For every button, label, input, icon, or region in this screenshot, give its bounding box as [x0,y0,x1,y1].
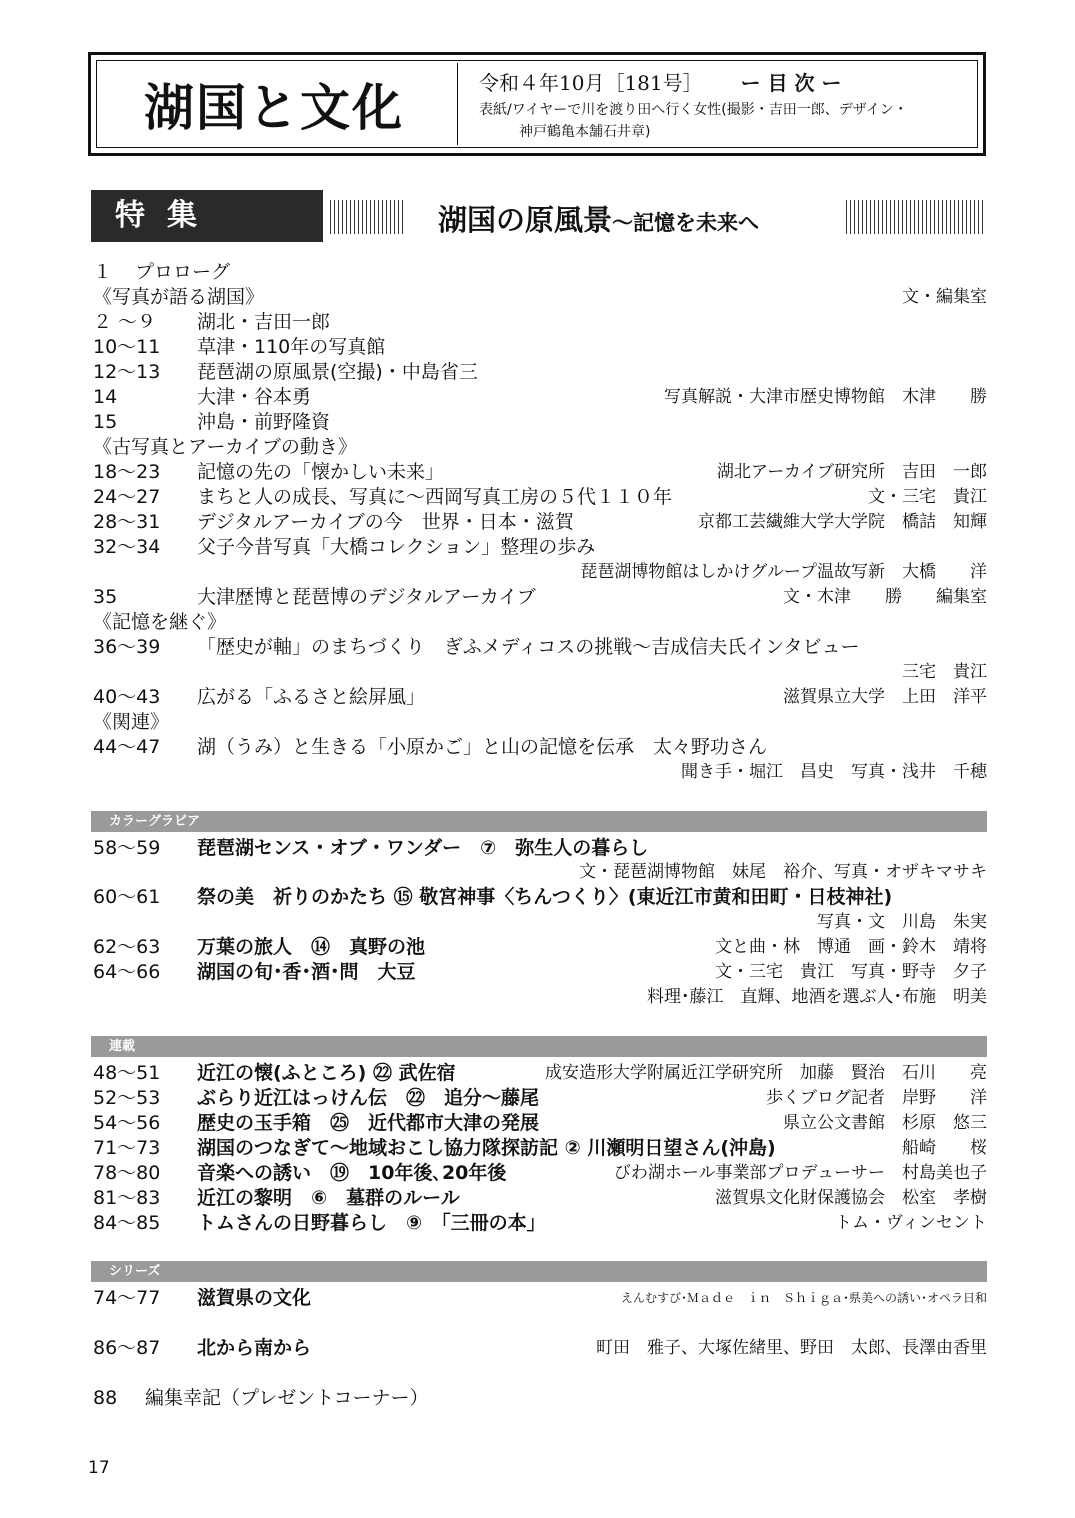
entry-page: 62～63 [93,936,161,958]
entry-page: 32～34 [93,536,161,558]
entry-author: えんむすび･Ｍａｄｅ ｉｎ Ｓｈｉｇａ･県美への誘い･オペラ日和 [620,1291,987,1305]
entry-author: 文・編集室 [902,287,987,307]
entry-author: 湖北アーカイブ研究所 吉田 一郎 [716,462,987,482]
entry-page: 10～11 [93,336,161,358]
entry-title: 広がる「ふるさと絵屏風」 [197,686,426,708]
entry-page: 88 [93,1387,118,1409]
entry-title: ぶらり近江はっけん伝 ㉒ 追分～藤尾 [197,1087,540,1109]
entry-author: 町田 雅子、大塚佐緒里、野田 太郎、長澤由香里 [596,1338,987,1358]
cover-credit-1: 表紙/ワイヤーで川を渡り田へ行く女性(撮影・吉田一郎、デザイン・ [479,102,908,118]
entry-title: 大津歴博と琵琶博のデジタルアーカイブ [197,586,536,608]
toc-entry [93,335,987,359]
closing-title-wrap [145,1386,429,1410]
entry-author: 成安造形大学附属近江学研究所 加藤 賢治 石川 亮 [545,1063,987,1083]
entry-page: 64～66 [93,961,161,983]
entry-title: 祭の美 祈りのかたち ⑮ 敬宮神事〈ちんつくり〉(東近江市黄和田町・日枝神社) [197,886,893,908]
toc-entry [93,585,987,609]
toc-entry [93,410,987,434]
entry-page: 86～87 [93,1337,161,1359]
hatch-decoration-right [846,200,986,234]
entry-page: 71～73 [93,1137,161,1159]
subhead-title: 《写真が語る湖国》 [93,286,265,308]
toc-entry [93,310,987,334]
entry-title: 湖（うみ）と生きる「小原かご」と山の記憶を伝承 太々野功さん [197,736,768,758]
magazine-logo: 湖国と文化 [144,78,404,137]
entry-title: 琵琶湖センス・オブ・ワンダー ⑦ 弥生人の暮らし [197,837,649,859]
entry-author: びわ湖ホール事業部プロデューサー 村島美也子 [613,1163,987,1183]
entry-title: 近江の黎明 ⑥ 墓群のルール [197,1187,460,1209]
toc-entry [93,535,987,559]
entry-title: 大津・谷本勇 [197,386,312,408]
toc-subhead [93,610,987,634]
entry-title: 沖島・前野隆資 [197,411,331,433]
entry-title: 記憶の先の「懐かしい未来」 [197,461,445,483]
toc-entry [93,635,987,659]
entry-page: 48～51 [93,1062,161,1084]
entry-page: 52～53 [93,1087,161,1109]
toc-entry [93,885,987,909]
entry-author: トム・ヴィンセント [835,1213,987,1233]
entry-page: 54～56 [93,1112,161,1134]
entry-title: 琵琶湖の原風景(空撮)・中島省三 [197,361,478,383]
entry-author: 文・木津 勝 編集室 [783,587,987,607]
feature-label: 特集 [91,190,323,242]
entry-page: 28～31 [93,511,161,533]
entry-author: 滋賀県文化財保護協会 松室 孝樹 [715,1188,987,1208]
toc-entry [93,1111,987,1135]
entry-title: 音楽への誘い ⑲ 10年後､20年後 [197,1162,507,1184]
entry-title: 歴史の玉手箱 ㉕ 近代都市大津の発展 [197,1112,540,1134]
entry-page: 78～80 [93,1162,161,1184]
entry-author: 文・三宅 貴江 [868,487,987,507]
masthead-frame [88,52,986,156]
entry-page: 35 [93,586,118,608]
entry-title: 近江の懐(ふところ) ㉒ 武佐宿 [197,1062,456,1084]
entry-author: 県立公文書館 杉原 悠三 [783,1113,987,1133]
entry-author: 文と曲・林 博通 画・鈴木 靖将 [715,937,987,957]
cover-credit-2: 神戸鶴亀本舗石井章) [519,124,651,140]
entry-page: 81～83 [93,1187,161,1209]
issue-line [479,67,842,96]
toc-entry [93,1286,987,1310]
entry-author: 船崎 桜 [902,1138,987,1158]
toc-entry [93,260,987,284]
subhead-title: 《古写真とアーカイブの動き》 [93,436,357,458]
hatch-decoration-left [330,200,406,234]
entry-page: 74～77 [93,1287,161,1309]
toc-entry [93,836,987,860]
toc-entry [93,1336,987,1360]
section-bar-series: シリーズ [91,1261,987,1282]
subhead-title: 《記憶を継ぐ》 [93,611,227,633]
toc-entry [93,510,987,534]
page-number: 17 [88,1458,110,1478]
entry-page: 24～27 [93,486,161,508]
entry-page: １ [93,261,113,283]
entry-author: 歩くブログ記者 岸野 洋 [766,1088,987,1108]
entry-title: 滋賀県の文化 [197,1287,312,1309]
entry-page: 40～43 [93,686,161,708]
entry-author: 三宅 貴江 [902,662,987,682]
toc-label: ー 目 次 ー [740,71,842,95]
section-bar-serial: 連載 [91,1036,987,1057]
entry-title: デジタルアーカイブの今 世界・日本・滋賀 [197,511,574,533]
entry-page: 44～47 [93,736,161,758]
entry-title: 湖国の旬･香･酒･問 大豆 [197,961,416,983]
toc-entry [93,685,987,709]
toc-entry [93,460,987,484]
section-bar-color: カラーグラビア [91,811,987,832]
entry-author: 文・三宅 貴江 写真・野寺 夕子 [715,962,987,982]
toc-entry [93,1086,987,1110]
entry-page: 18～23 [93,461,161,483]
entry-title: 「歴史が軸」のまちづくり ぎふメディコスの挑戦～吉成信夫氏インタビュー [197,636,860,658]
entry-author: 文・琵琶湖博物館 妹尾 裕介、写真・オザキマサキ [579,862,987,882]
entry-title: 万葉の旅人 ⑭ 真野の池 [197,936,426,958]
toc-entry [93,735,987,759]
entry-page: ２ ～９ [93,311,157,333]
entry-title: 父子今昔写真「大橋コレクション」整理の歩み [197,536,596,558]
entry-note: （プレゼントコーナー） [221,1387,429,1409]
entry-title: 北から南から [197,1337,312,1359]
toc-entry [93,935,987,959]
entry-title: まちと人の成長、写真に～西岡写真工房の５代１１０年 [197,486,673,508]
toc-subhead [93,285,987,309]
entry-page: 84～85 [93,1212,161,1234]
feature-title [438,198,759,239]
toc-entry [93,1061,987,1085]
entry-page: 15 [93,411,118,433]
entry-title: 草津・110年の写真館 [197,336,386,358]
entry-author: 写真・文 川島 朱実 [817,912,987,932]
subhead-title: 《関連》 [93,711,170,733]
toc-subhead [93,710,987,734]
toc-entry [93,485,987,509]
entry-page: 14 [93,386,118,408]
toc-entry [93,1136,987,1160]
entry-title: 湖北・吉田一郎 [197,311,331,333]
toc-entry [93,1211,987,1235]
entry-title: 編集幸記 [145,1387,222,1409]
entry-author: 京都工芸繊維大学大学院 橋詰 知輝 [698,512,987,532]
toc-entry-closing [93,1386,987,1410]
entry-author: 写真解説・大津市歴史博物館 木津 勝 [664,387,987,407]
entry-page: 36～39 [93,636,161,658]
toc-entry [93,1161,987,1185]
feature-subtitle: ～記憶を未来へ [612,210,760,235]
entry-author: 滋賀県立大学 上田 洋平 [783,687,987,707]
feature-main-title: 湖国の原風景 [438,203,613,237]
entry-page: 12～13 [93,361,161,383]
entry-author: 琵琶湖博物館はしかけグループ温故写新 大橋 洋 [580,562,987,582]
issue-date: 令和４年10月［181号］ [479,71,703,95]
masthead-divider [457,63,458,145]
toc-entry [93,360,987,384]
entry-page: 60～61 [93,886,161,908]
toc-subhead [93,435,987,459]
entry-title: トムさんの日野暮らし ⑨ 「三冊の本」 [197,1212,546,1234]
toc-entry [93,1186,987,1210]
entry-title: プロローグ [135,261,231,283]
toc-entry [93,385,987,409]
entry-author: 料理･藤江 直輝、地酒を選ぶ人･布施 明美 [647,987,987,1007]
entry-page: 58～59 [93,837,161,859]
toc-entry [93,960,987,984]
entry-title: 湖国のつなぎて～地域おこし協力隊探訪記 ② 川瀬明日望さん(沖島) [197,1137,776,1159]
entry-author: 聞き手・堀江 昌史 写真・浅井 千穂 [681,762,987,782]
